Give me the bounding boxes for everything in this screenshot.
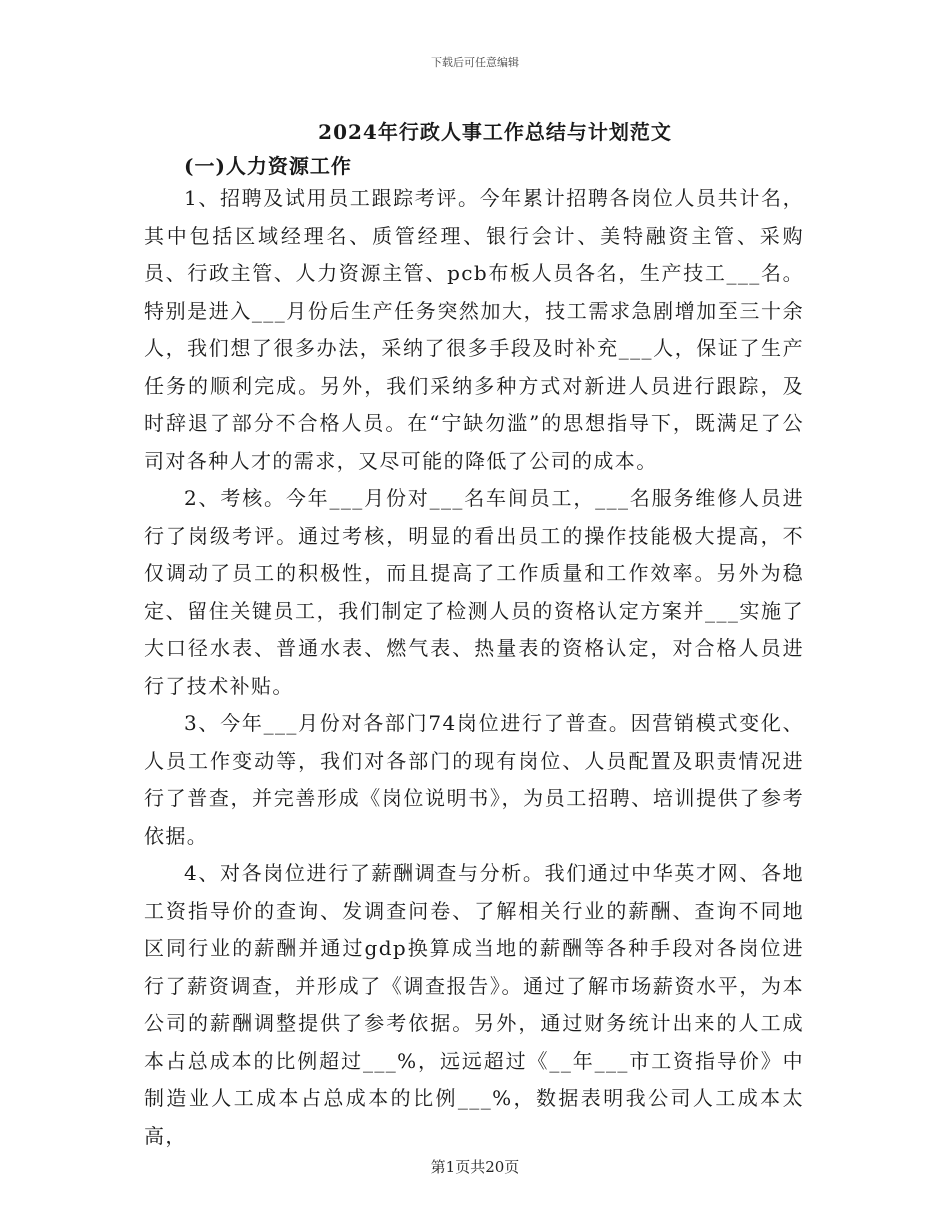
document-title: 2024年行政人事工作总结与计划范文	[318, 120, 672, 144]
paragraph-recruitment: 1、招聘及试用员工跟踪考评。今年累计招聘各岗位人员共计名，其中包括区域经理名、质管经理、银行会计、美特融资主管、采购员、行政主管、人力资源主管、pcb布板人员各名，生产技工___名。特别是进入___月份后生产任务突然加大，技工需求急剧增加至三十余人，我们想了很多办法，采纳了很多手段及时补充___人，保证了生产任务的顺利完成。另外，我们采纳多种方式对新进人员进行跟踪，及时辞退了部分不合格人员。在“宁缺勿滥”的思想指导下，既满足了公司对各种人才的需求，又尽可能的降低了公司的成本。	[144, 186, 804, 473]
paragraph-assessment: 2、考核。今年___月份对___名车间员工，___名服务维修人员进行了岗级考评。通过考核，明显的看出员工的操作技能极大提高，不仅调动了员工的积极性，而且提高了工作质量和工作效率。另外为稳定、留住关键员工，我们制定了检测人员的资格认定方案并___实施了大口径水表、普通水表、燃气表、热量表的资格认定，对合格人员进行了技术补贴。	[144, 486, 804, 698]
paragraph-salary-survey: 4、对各岗位进行了薪酬调查与分析。我们通过中华英才网、各地工资指导价的查询、发调查问卷、了解相关行业的薪酬、查询不同地区同行业的薪酬并通过gdp换算成当地的薪酬等各种手段对各岗位进行了薪资调查，并形成了《调查报告》。通过了解市场薪资水平，为本公司的薪酬调整提供了参考依据。另外，通过财务统计出来的人工成本占总成本的比例超过___%，远远超过《__年___市工资指导价》中制造业人工成本占总成本的比例___%，数据表明我公司人工成本太高，	[144, 861, 804, 1148]
paragraph-position-survey: 3、今年___月份对各部门74岗位进行了普查。因营销模式变化、人员工作变动等，我们对各部门的现有岗位、人员配置及职责情况进行了普查，并完善形成《岗位说明书》，为员工招聘、培训提供了参考依据。	[144, 711, 804, 848]
page-number-footer: 第1页共20页	[430, 1158, 520, 1176]
header-note: 下载后可任意编辑	[431, 56, 519, 69]
section-heading: (一)人力资源工作	[184, 154, 352, 178]
document-body	[144, 180, 804, 1155]
